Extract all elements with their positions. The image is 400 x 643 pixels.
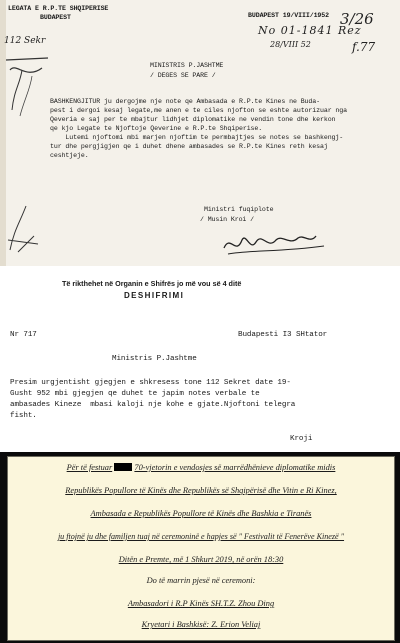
invitation-line-8-text: Kryetari i Bashkisë: Z. Erion Veliaj <box>141 620 261 629</box>
letter-body-line-1: BASHKENGJITUR ju dergojme nje note qe Ambasada e R.P.te Kines ne Buda- <box>50 98 320 105</box>
telegram-body-line-3: ambasades Kineze mbasi kaloji nje kohe e gjate.Njoftoni telegra <box>10 401 296 409</box>
telegram-body-line-4: fisht. <box>10 412 37 420</box>
invitation-line-6-text: Do të marrin pjesë në ceremoni: <box>146 576 256 585</box>
invitation-card-frame <box>0 452 400 643</box>
invitation-line-1-end: 70-vjetorin e vendosjes së marrëdhënieve diplomatike midis <box>134 463 336 472</box>
handwritten-figure-1: 3/26 <box>340 10 374 28</box>
telegram-recipient: Ministris P.Jashtme <box>112 355 197 363</box>
letter-body-line-7: ceshtjeje. <box>50 152 89 159</box>
invitation-line-2-text: Republikës Popullore të Kinës dhe Republikës së Shqipërisë dhe Vitin e Ri Kinez, <box>65 486 337 495</box>
no-copy-note: Ndalohet me axjerr kopje <box>292 268 364 274</box>
telegram-body-line-1: Presim urgjentisht gjegjen e shkresess tone 112 Sekret date 19- <box>10 379 291 387</box>
margin-note-number: 112 Sekr <box>4 36 46 46</box>
telegram-signature: Kroji <box>290 435 313 443</box>
handwritten-figure-2: f.77 <box>352 40 376 54</box>
recipient-line-1: MINISTRIS P.JASHTME <box>150 62 224 69</box>
handwritten-date: 28/VIII 52 <box>270 40 311 49</box>
invitation-line-1-start: Për të festuar <box>66 463 113 472</box>
invitation-line-7-text: Ambasadori i R.P Kinës SH.T.Z. Zhou Ding <box>127 599 275 608</box>
return-instruction: Të rikthehet në Organin e Shifrës jo më vou së 4 ditë <box>62 279 242 288</box>
invitation-line-4 <box>8 532 394 541</box>
telegram-place-date: Budapesti I3 SHtator <box>238 331 328 339</box>
telegram-title: DESHIFRIMI <box>124 291 185 300</box>
invitation-line-5-text: Ditën e Premte, më 1 Shkurt 2019, në orën 18:30 <box>118 555 284 564</box>
sender-line-2: BUDAPEST <box>40 14 71 21</box>
invitation-line-8 <box>8 620 394 629</box>
invitation-line-6 <box>8 576 394 585</box>
decoded-telegram <box>0 266 400 452</box>
letter-body-line-2: pest i dergoi kesaj legate,me anen e te ciles njofton se eshte autorizuar nga <box>50 107 347 114</box>
letter-body-line-6: tur dhe pergjigjen qe i duhet dhene ambasades se R.P.te Kines reth kesaj <box>50 143 328 150</box>
invitation-line-2 <box>8 486 394 495</box>
signature-title: Ministri fuqiplote <box>204 206 274 213</box>
invitation-line-4-text: ju ftojnë ju dhe familjen tuaj në ceremoninë e hapjes së " Festivalit të Fenerëve Kinezë " <box>57 532 345 541</box>
margin-scribble-bottom <box>4 200 44 260</box>
invitation-card <box>7 456 395 641</box>
handwritten-signature <box>220 226 330 260</box>
invitation-line-1 <box>8 463 394 472</box>
reference-number: No 01-1841 Rez <box>258 24 362 37</box>
letter-date: BUDAPEST 19/VIII/1952 <box>248 12 329 19</box>
invitation-line-5 <box>8 555 394 564</box>
invitation-line-7 <box>8 599 394 608</box>
redaction-mark <box>114 463 132 471</box>
recipient-line-2: / DEGES SE PARE / <box>150 72 216 79</box>
invitation-line-3 <box>8 509 394 518</box>
letter-body-line-4: qe kjo Legate te Njoftoje Qeverine e R.P.te Shqiperise. <box>50 125 263 132</box>
telegram-body-line-2: Gusht 952 mbi gjegjen qe duhet te japim notes verbale te <box>10 390 260 398</box>
sender-line-1: LEGATA E R.P.TE SHQIPERISE <box>8 5 109 12</box>
scanned-letter <box>0 0 400 266</box>
signature-name: / Musin Kroi / <box>200 216 254 223</box>
letter-body-line-5: Lutemi njoftomi mbi marjen njoftim te permbajtjes se notes se bashkengj- <box>50 134 344 141</box>
letter-body-line-3: Qeveria e saj per te mbajtur lidhjet diplomatike ne vendin tone dhe kerkon <box>50 116 336 123</box>
telegram-number: Nr 717 <box>10 331 37 339</box>
invitation-line-3-text: Ambasada e Republikës Popullore të Kinës dhe Bashkia e Tiranës <box>90 509 312 518</box>
